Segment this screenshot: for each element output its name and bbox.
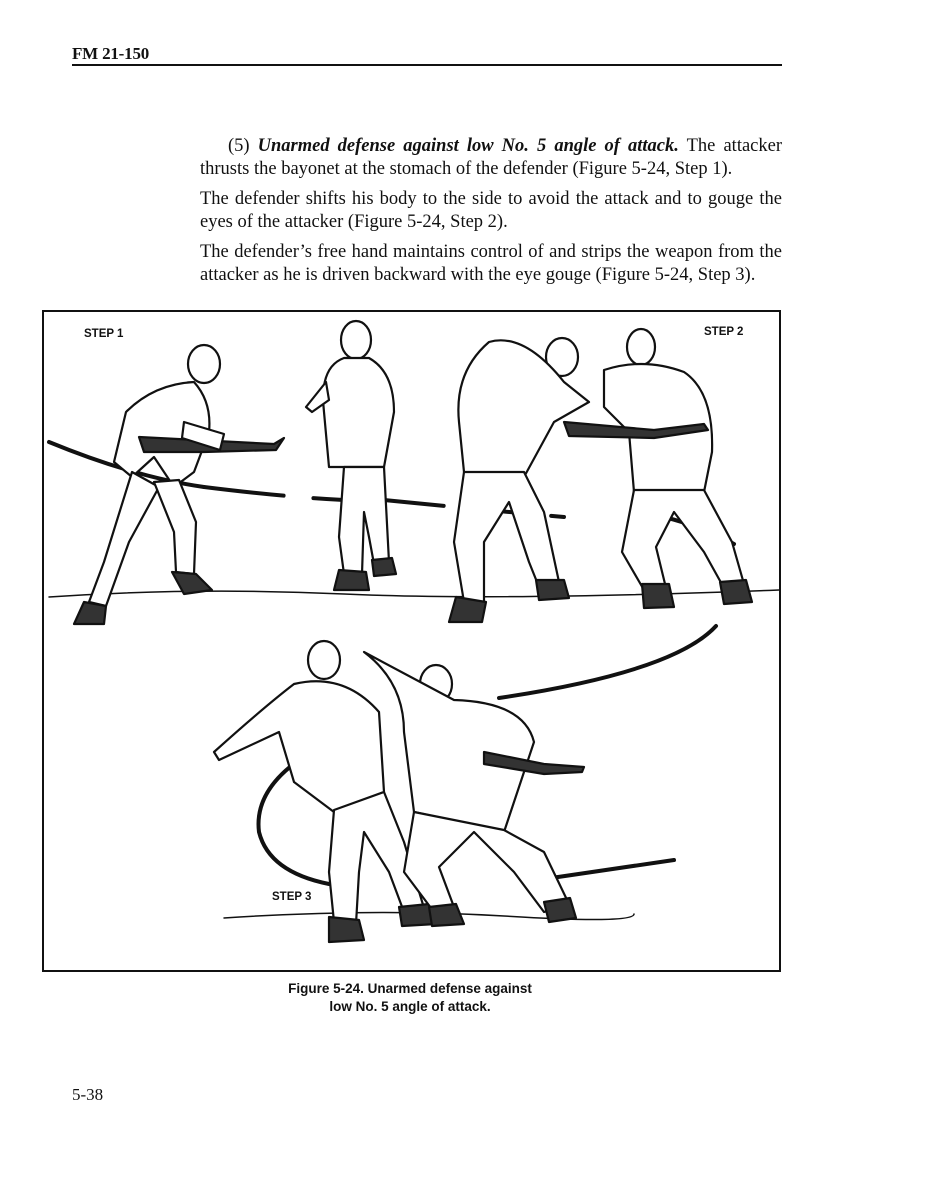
figure-caption bbox=[200, 980, 620, 1016]
caption-line-1: Figure 5-24. Unarmed defense against bbox=[288, 981, 532, 996]
paragraph-1 bbox=[200, 135, 782, 180]
para1-number: (5) bbox=[228, 136, 258, 156]
caption-line-2: low No. 5 angle of attack. bbox=[329, 999, 491, 1014]
page-number: 5-38 bbox=[72, 1085, 104, 1104]
figure-step1-attacker bbox=[74, 345, 284, 624]
step3-label: STEP 3 bbox=[272, 891, 312, 903]
motion-arc bbox=[499, 626, 716, 698]
figure-illustration bbox=[42, 310, 781, 972]
body-text bbox=[200, 135, 782, 294]
para1-title: Unarmed defense against low No. 5 angle of attack. bbox=[257, 136, 679, 156]
figure-step2-pair bbox=[449, 329, 752, 622]
para1-text: The attacker thrusts the bayonet at the stomach of the defender (Figure 5-24, Step 1). bbox=[200, 136, 783, 179]
paragraph-3: The defender’s free hand maintains control of and strips the weapon from the attacker as he is driven backward with the eye gouge (Figure 5-24, Step 3). bbox=[200, 242, 782, 285]
header-rule bbox=[72, 64, 782, 66]
paragraph-2: The defender shifts his body to the side to avoid the attack and to gouge the eyes of the attacker (Figure 5-24, Step 2). bbox=[200, 189, 782, 232]
step1-label: STEP 1 bbox=[84, 328, 124, 340]
figure-drawing bbox=[44, 312, 779, 970]
figure-step1-defender bbox=[306, 321, 396, 590]
step2-label: STEP 2 bbox=[704, 326, 744, 338]
document-id: FM 21-150 bbox=[72, 44, 150, 63]
motion-arc bbox=[204, 487, 344, 500]
